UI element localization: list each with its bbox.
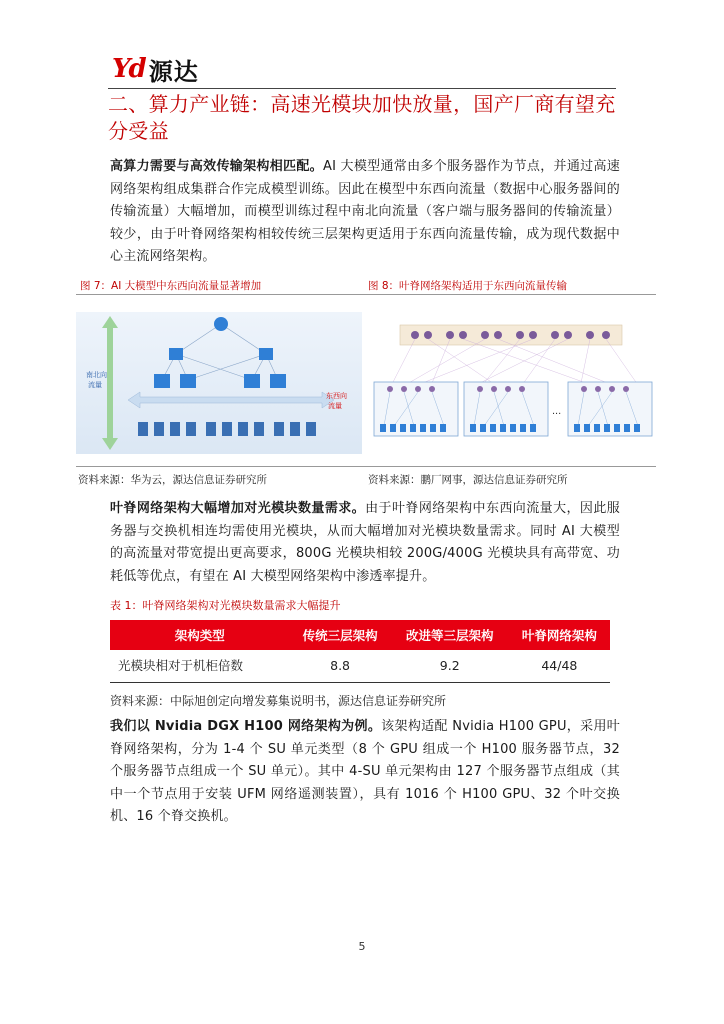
table-header-cell: 架构类型 [110, 620, 289, 650]
figure-bottom-rule [76, 466, 656, 467]
figure-8-caption: 图 8：叶脊网络架构适用于东西向流量传输 [368, 280, 568, 292]
table-1-caption: 表 1：叶脊网络架构对光模块数量需求大幅提升 [110, 599, 341, 612]
table-header-cell: 传统三层架构 [289, 620, 390, 650]
figure-7-source: 资料来源：华为云，源达信息证券研究所 [78, 474, 267, 486]
table-header-row [110, 620, 610, 650]
company-logo [112, 54, 199, 84]
figure-top-rule [76, 294, 656, 295]
table-cell: 9.2 [439, 657, 460, 673]
paragraph-3 [110, 716, 620, 829]
page-number: 5 [358, 940, 366, 953]
paragraph-1 [110, 156, 620, 269]
table-cell: 光模块相对于机柜倍数 [118, 658, 244, 673]
table-cell: 8.8 [330, 657, 351, 673]
paragraph-2 [110, 498, 620, 588]
figure-7-caption: 图 7：AI 大模型中东西向流量显著增加 [80, 280, 262, 292]
paragraph-2-lead: 叶脊网络架构大幅增加对光模块数量需求。 [110, 501, 366, 516]
aggregation-switch [169, 348, 183, 360]
ew-label-2: 流量 [328, 403, 342, 410]
figure-8-diagram [370, 322, 656, 440]
ew-label-1: 东西向 [326, 393, 347, 400]
pod-ellipsis: ... [552, 405, 562, 417]
paragraph-1-lead: 高算力需要与高效传输架构相匹配。 [110, 159, 323, 174]
ns-label-2: 流量 [88, 382, 102, 389]
table-1 [110, 620, 610, 680]
table-cell: 44/48 [541, 657, 578, 673]
table-1-source: 资料来源：中际旭创定向增发募集说明书，源达信息证券研究所 [110, 694, 447, 708]
paragraph-2-body: 由于叶脊网络架构中东西向流量大，因此服务器与交换机相连均需使用光模块，从而大幅增加对光模块数量需求。同时 AI 大模型的高流量对带宽提出更高要求，800G 光模块相较 200G/400G 光模块具有高带宽、功耗低等优点，有望在 AI 大模型网络架构中渗透率提升。 [110, 501, 620, 584]
logo-mark: Yd [112, 54, 145, 84]
paragraph-3-body: 该架构适配 Nvidia H100 GPU，采用叶脊网络架构，分为 1-4 个 SU 单元类型（8 个 GPU 组成一个 H100 服务器节点，32 个服务器节点组成一个 SU 单元）。其中 4-SU 单元架构由 127 个服务器节点组成（其中一个节点用于安装 UFM 网络遥测装置），具有 1016 个 H100 GPU、32 个叶交换机、16 个脊交换机。 [110, 719, 620, 824]
aggregation-switch [259, 348, 273, 360]
ns-label-1: 南北向 [86, 372, 107, 379]
section-title: 二、算力产业链：高速光模块加快放量，国产厂商有望充分受益 [108, 92, 616, 143]
paragraph-1-body: AI 大模型通常由多个服务器作为节点，并通过高速网络架构组成集群合作完成模型训练。因此在模型中东西向流量（数据中心服务器间的传输流量）大幅增加，而模型训练过程中南北向流量（客户端与服务器间的传输流量）较少，由于叶脊网络架构相较传统三层架构更适用于东西向流量传输，成为现代数据中心主流网络架构。 [110, 159, 620, 264]
title-divider [108, 88, 616, 89]
table-row [110, 650, 610, 680]
logo-name: 源达 [148, 57, 199, 86]
table-header-cell: 改进等三层架构 [391, 620, 509, 650]
core-router [214, 317, 228, 331]
figure-7-diagram [76, 312, 362, 454]
table-bottom-rule [110, 682, 610, 683]
figure-8-source: 资料来源：鹏厂网事，源达信息证券研究所 [368, 474, 568, 486]
paragraph-3-lead: 我们以 Nvidia DGX H100 网络架构为例。 [110, 719, 382, 734]
table-header-cell: 叶脊网络架构 [509, 620, 610, 650]
